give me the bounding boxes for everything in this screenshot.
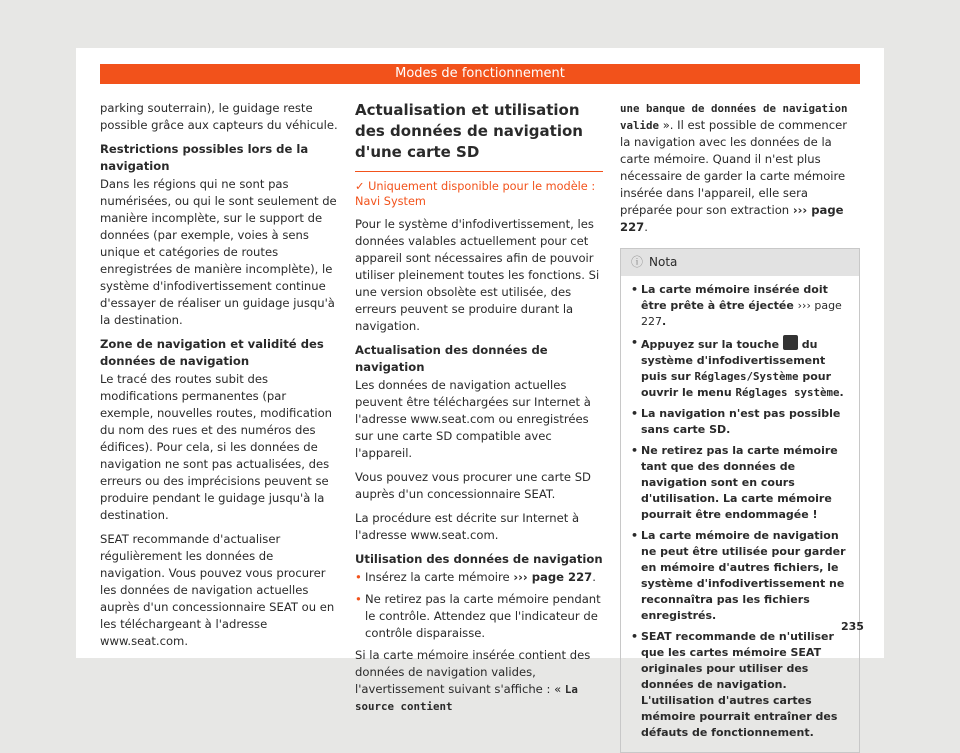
paragraph: Les données de navigation actuelles peuvent être téléchargées sur Internet à l'adresse www.seat.com ou enregistrées sur une carte SD compatible avec l'appareil. [355,378,591,460]
display-message: une banque de données de navigation valide [620,102,848,132]
list-item-text: pour ouvrir le menu [641,370,832,399]
paragraph [620,100,860,236]
page-reference-link[interactable]: ››› page 227 [513,570,593,584]
bullet-icon: • [631,407,639,420]
list-item-text: Insérez la carte mémoire [365,570,514,584]
nota-box [620,248,860,753]
paragraph: Pour le système d'infodivertissement, les données valables actuellement pour cet appareil sont nécessaires afin de pouvoir utiliser pleinement toutes les fonctions. Si une version obsolète est utilisée, des erreurs peuvent se produire durant la navigation. [355,217,600,333]
list-item [631,528,849,624]
column-right [620,100,860,753]
punctuation: . [592,570,596,584]
bullet-icon: • [631,444,639,457]
paragraph: Dans les régions qui ne sont pas numérisées, ou qui le sont seulement de manière incomplète, sur le support de données (par exemple, voies à sens unique et catégories de routes enregistrées de manière incomplète), le système d'infodivertissement continue d'essayer de réaliser un guidage jusqu'à la destination. [100,177,337,327]
bullet-icon: • [355,570,362,584]
menu-path: Réglages/Système [694,370,799,383]
list-item-text: Ne retirez pas la carte mémoire pendant le contrôle. Attendez que l'indicateur de contrôle disparaisse. [365,592,601,640]
list-item [631,629,849,741]
punctuation: . [839,386,844,399]
info-icon: ⓘ [631,255,644,269]
availability-note [355,179,603,209]
punctuation: . [662,315,667,328]
section-title: Actualisation et utilisation des données de navigation d'une carte SD [355,100,603,172]
heading-restrictions: Restrictions possibles lors de la navigation [100,142,309,173]
heading-actualisation: Actualisation des données de navigation [355,343,548,374]
list-item-text: Ne retirez pas la carte mémoire tant que des données de navigation sont en cours d'utilisation. La carte mémoire pourrait être endommagée ! [641,444,838,521]
page-reference-link[interactable]: ››› page 227 [641,299,842,328]
heading-utilisation: Utilisation des données de navigation [355,552,603,566]
menu-key-icon [783,335,798,350]
paragraph [355,647,603,715]
heading-zone: Zone de navigation et validité des données de navigation [100,337,324,368]
paragraph: La procédure est décrite sur Internet à l'adresse www.seat.com. [355,511,580,542]
list-item [631,282,849,330]
section-header: Modes de fonctionnement [100,64,860,84]
list-item-text: La carte mémoire insérée doit être prête à être éjectée [641,283,828,312]
check-icon: ✓ [355,180,365,193]
paragraph: SEAT recommande d'actualiser régulièrement les données de navigation. Vous pouvez vous procurer les données de navigation actuelles auprès d'un concessionnaire SEAT ou en les téléchargeant à l'adresse www.seat.com. [100,532,335,648]
list-item-text: Appuyez sur la touche [641,338,783,351]
list-item-text: du système d'infodivertissement puis sur [641,338,826,383]
page-number: 235 [841,620,864,633]
display-message: La source contient [355,683,578,713]
list-item [631,443,849,523]
bullet-icon: • [631,529,639,542]
paragraph: parking souterrain), le guidage reste possible grâce aux capteurs du véhicule. [100,101,338,132]
list-item [355,591,603,642]
availability-text: Uniquement disponible pour le modèle : Navi System [355,180,596,208]
paragraph-text: Si la carte mémoire insérée contient des données de navigation valides, l'avertissement suivant s'affiche : « [355,648,591,696]
list-item-text: La carte mémoire de navigation ne peut être utilisée pour garder en mémoire d'autres fichiers, le système d'infodivertissement ne reconnaîtra pas les fichiers enregistrés. [641,529,846,622]
page-reference-link[interactable]: ››› page 227 [620,203,844,234]
list-item-text: SEAT recommande de n'utiliser que les cartes mémoire SEAT originales pour utiliser des données de navigation. L'utilisation d'autres cartes mémoire pourrait entraîner des défauts de fonctionnement. [641,630,838,739]
paragraph-text: ». Il est possible de commencer la navigation avec les données de la carte mémoire. Quand il n'est plus nécessaire de garder la carte mémoire insérée dans l'appareil, elle sera préparée pour son extraction [620,118,848,217]
list-item [355,569,603,586]
bullet-icon: • [355,592,362,606]
column-middle [355,100,603,722]
paragraph: Le tracé des routes subit des modifications permanentes (par exemple, nouvelles routes, modification du nom des rues et des numéros des édifices). Pour cela, si les données de navigation ne sont pas actualisées, des erreurs ou des imprécisions peuvent se produire pendant le guidage jusqu'à la destination. [100,372,333,522]
bullet-icon: • [631,630,639,643]
bullet-icon: • [631,283,639,296]
list-item [631,406,849,438]
column-left [100,100,340,657]
nota-header [621,249,859,276]
list-item [631,335,849,401]
nota-body [621,276,859,741]
punctuation: . [644,220,648,234]
menu-path: Réglages système [735,386,840,399]
bullet-icon: • [631,336,639,349]
list-item-text: La navigation n'est pas possible sans carte SD. [641,407,841,436]
nota-title: Nota [649,255,678,269]
paragraph: Vous pouvez vous procurer une carte SD auprès d'un concessionnaire SEAT. [355,470,591,501]
